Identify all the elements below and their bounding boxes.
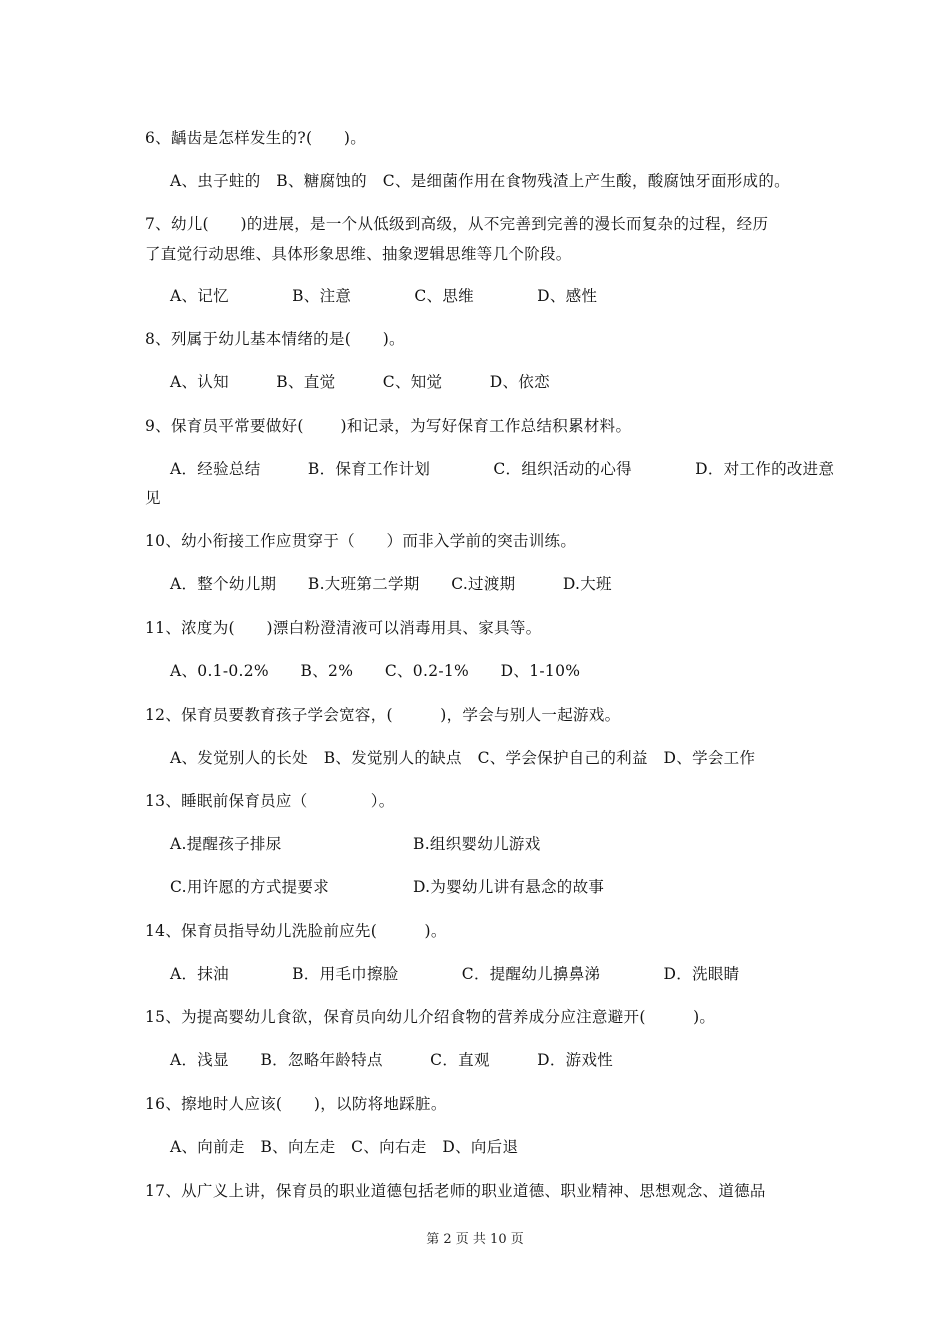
question-7: 7、幼儿( )的进展，是一个从低级到高级，从不完善到完善的漫长而复杂的过程，经历 [145, 215, 769, 233]
question-12-options: A、发觉别人的长处 B、发觉别人的缺点 C、学会保护自己的利益 D、学会工作 [170, 749, 756, 767]
question-8: 8、列属于幼儿基本情绪的是( )。 [145, 330, 405, 348]
question-7-cont: 了直觉行动思维、具体形象思维、抽象逻辑思维等几个阶段。 [145, 245, 572, 263]
question-15-options: A．浅显 B．忽略年龄特点 C．直观 D．游戏性 [170, 1051, 614, 1069]
question-14: 14、保育员指导幼儿洗脸前应先( )。 [145, 922, 447, 940]
question-10: 10、幼小衔接工作应贯穿于（ ）而非入学前的突击训练。 [145, 532, 577, 550]
question-13-option-b: B.组织婴幼儿游戏 [413, 835, 541, 853]
question-16: 16、擦地时人应该( )，以防将地踩脏。 [145, 1095, 447, 1113]
question-9-options-cont: 见 [145, 489, 161, 507]
question-16-options: A、向前走 B、向左走 C、向右走 D、向后退 [170, 1138, 519, 1156]
question-17: 17、从广义上讲，保育员的职业道德包括老师的职业道德、职业精神、思想观念、道德品 [145, 1182, 766, 1200]
question-12: 12、保育员要教育孩子学会宽容，( )，学会与别人一起游戏。 [145, 706, 621, 724]
question-9-options: A．经验总结 B．保育工作计划 C．组织活动的心得 D．对工作的改进意 [170, 460, 835, 478]
question-13-option-d: D.为婴幼儿讲有悬念的故事 [413, 878, 605, 896]
page-footer [0, 1228, 950, 1247]
question-14-options: A．抹油 B．用毛巾擦脸 C．提醒幼儿擤鼻涕 D．洗眼睛 [170, 965, 740, 983]
question-13-option-c: C.用许愿的方式提要求 [170, 878, 330, 896]
question-6-options: A、虫子蛀的 B、糖腐蚀的 C、是细菌作用在食物残渣上产生酸，酸腐蚀牙面形成的。 [170, 172, 790, 190]
question-13-option-a: A.提醒孩子排尿 [170, 835, 282, 853]
question-9: 9、保育员平常要做好( )和记录，为写好保育工作总结积累材料。 [145, 417, 632, 435]
question-7-options: A、记忆 B、注意 C、思维 D、感性 [170, 287, 598, 305]
question-15: 15、为提高婴幼儿食欲，保育员向幼儿介绍食物的营养成分应注意避开( )。 [145, 1008, 716, 1026]
question-10-options: A．整个幼儿期 B.大班第二学期 C.过渡期 D.大班 [170, 575, 612, 593]
question-6: 6、龋齿是怎样发生的?( )。 [145, 129, 367, 147]
page-number: 第 2 页 共 10 页 [426, 1232, 524, 1247]
question-11-options: A、0.1-0.2% B、2% C、0.2-1% D、1-10% [170, 662, 581, 680]
question-13: 13、睡眠前保育员应（ ）。 [145, 792, 395, 810]
question-8-options: A、认知 B、直觉 C、知觉 D、依恋 [170, 373, 550, 391]
question-11: 11、浓度为( )漂白粉澄清液可以消毒用具、家具等。 [145, 619, 542, 637]
